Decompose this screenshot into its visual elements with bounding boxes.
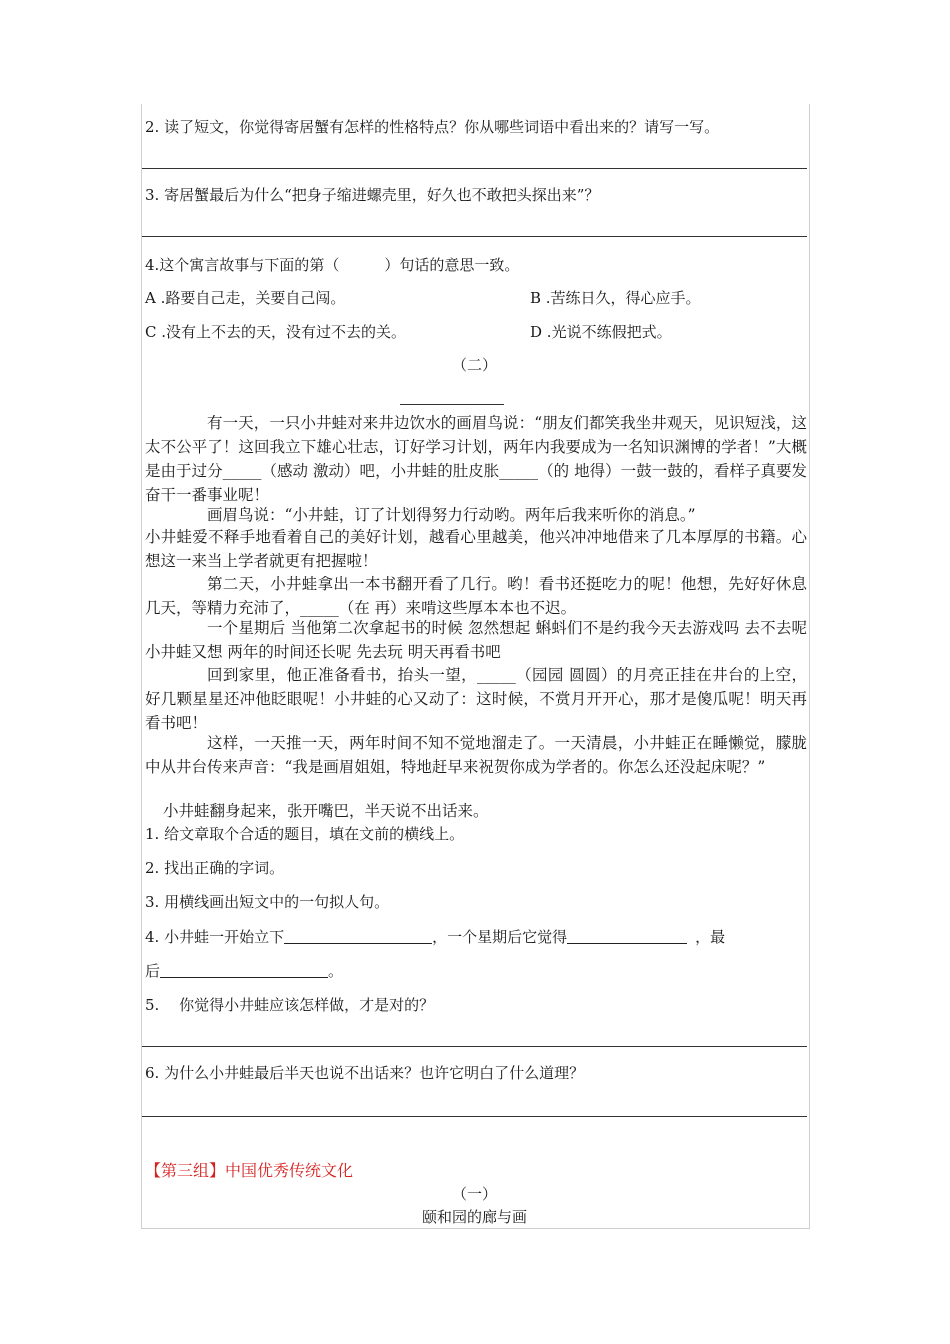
answer-line[interactable]	[142, 1046, 807, 1047]
section-three-title: 颐和园的廊与画	[421, 1208, 527, 1226]
story-question-4	[145, 926, 725, 948]
question-4: 4.这个寓言故事与下面的第（ ）句话的意思一致。	[145, 256, 520, 274]
q4-part-d: 后	[145, 962, 161, 980]
story-paragraph-1: 有一天，一只小井蛙对来井边饮水的画眉鸟说：“朋友们都笑我坐井观天，见识短浅，这太不公平了！这回我立下雄心壮志，订好学习计划，两年内我要成为一名知识渊博的学者！”大概是由于过分_____（感动 激动）吧，小井蛙的肚皮胀_____（的 地得）一鼓一鼓的，看样子真要发奋干一番事业呢！	[145, 414, 807, 504]
section-two-heading: （二）	[451, 356, 497, 374]
story-paragraph-8: 小井蛙翻身起来，张开嘴巴，半天说不出话来。	[163, 802, 489, 820]
story-question-6: 6. 为什么小井蛙最后半天也说不出话来？也许它明白了什么道理？	[145, 1064, 585, 1082]
story-paragraph-6: 回到家里，他正准备看书，抬头一望，_____（园园 圆圆）的月亮正挂在井台的上空，好几颗星星还冲他眨眼呢！小井蛙的心又动了：这时候，不赏月开开心，那才是傻瓜呢！明天再看书吧！	[145, 666, 807, 732]
answer-blank[interactable]	[567, 927, 687, 944]
story-question-5: 5. 你觉得小井蛙应该怎样做，才是对的？	[145, 996, 435, 1014]
story-paragraph-5: 一个星期后 当他第二次拿起书的时候 忽然想起 蝌蚪们不是约我今天去游戏吗 去不去呢 小井蛙又想 两年的时间还长呢 先去玩 明天再看书吧	[145, 619, 807, 661]
group-label: 【第三组】中国优秀传统文化	[145, 1161, 354, 1180]
q4-part-a: 4. 小井蛙一开始立下	[145, 928, 285, 946]
title-blank-line[interactable]	[400, 404, 504, 405]
section-three-heading: （一）	[451, 1185, 497, 1203]
answer-line[interactable]	[142, 168, 807, 169]
story-question-3: 3. 用横线画出短文中的一句拟人句。	[145, 893, 390, 911]
story-question-2: 2. 找出正确的字词。	[145, 859, 285, 877]
answer-line[interactable]	[142, 1116, 807, 1117]
option-c: C .没有上不去的天，没有过不去的关。	[145, 323, 407, 341]
option-a: A .路要自己走，关要自己闯。	[145, 289, 346, 307]
q4-part-e: 。	[328, 962, 344, 980]
story-paragraph-2: 画眉鸟说：“小井蛙，订了计划得努力行动哟。两年后我来听你的消息。”	[207, 506, 696, 524]
answer-blank[interactable]	[160, 961, 328, 978]
story-paragraph-7: 这样，一天推一天，两年时间不知不觉地溜走了。一天清晨，小井蛙正在睡懒觉，朦胧中从井台传来声音：“我是画眉姐姐，特地赶早来祝贺你成为学者的。你怎么还没起床呢？”	[145, 734, 807, 776]
option-b: B .苦练日久，得心应手。	[530, 289, 701, 307]
option-d: D .光说不练假把式。	[530, 323, 672, 341]
q4-part-c: ，最	[695, 928, 726, 946]
story-paragraph-3: 小井蛙爱不释手地看着自己的美好计划，越看心里越美，他兴冲冲地借来了几本厚厚的书籍。心想这一来当上学者就更有把握啦！	[145, 528, 807, 570]
question-3: 3. 寄居蟹最后为什么“把身子缩进螺壳里，好久也不敢把头探出来”？	[145, 186, 600, 204]
story-question-4-cont	[145, 960, 343, 982]
answer-line[interactable]	[142, 236, 807, 237]
q4-part-b: ，一个星期后它觉得	[432, 928, 568, 946]
story-paragraph-4: 第二天，小井蛙拿出一本书翻开看了几行。哟！看书还挺吃力的呢！他想，先好好休息几天，等精力充沛了，_____（在 再）来啃这些厚本本也不迟。	[145, 575, 807, 617]
story-question-1: 1. 给文章取个合适的题目，填在文前的横线上。	[145, 825, 465, 843]
answer-blank[interactable]	[284, 927, 432, 944]
question-2: 2. 读了短文，你觉得寄居蟹有怎样的性格特点？你从哪些词语中看出来的？请写一写。	[145, 118, 720, 136]
